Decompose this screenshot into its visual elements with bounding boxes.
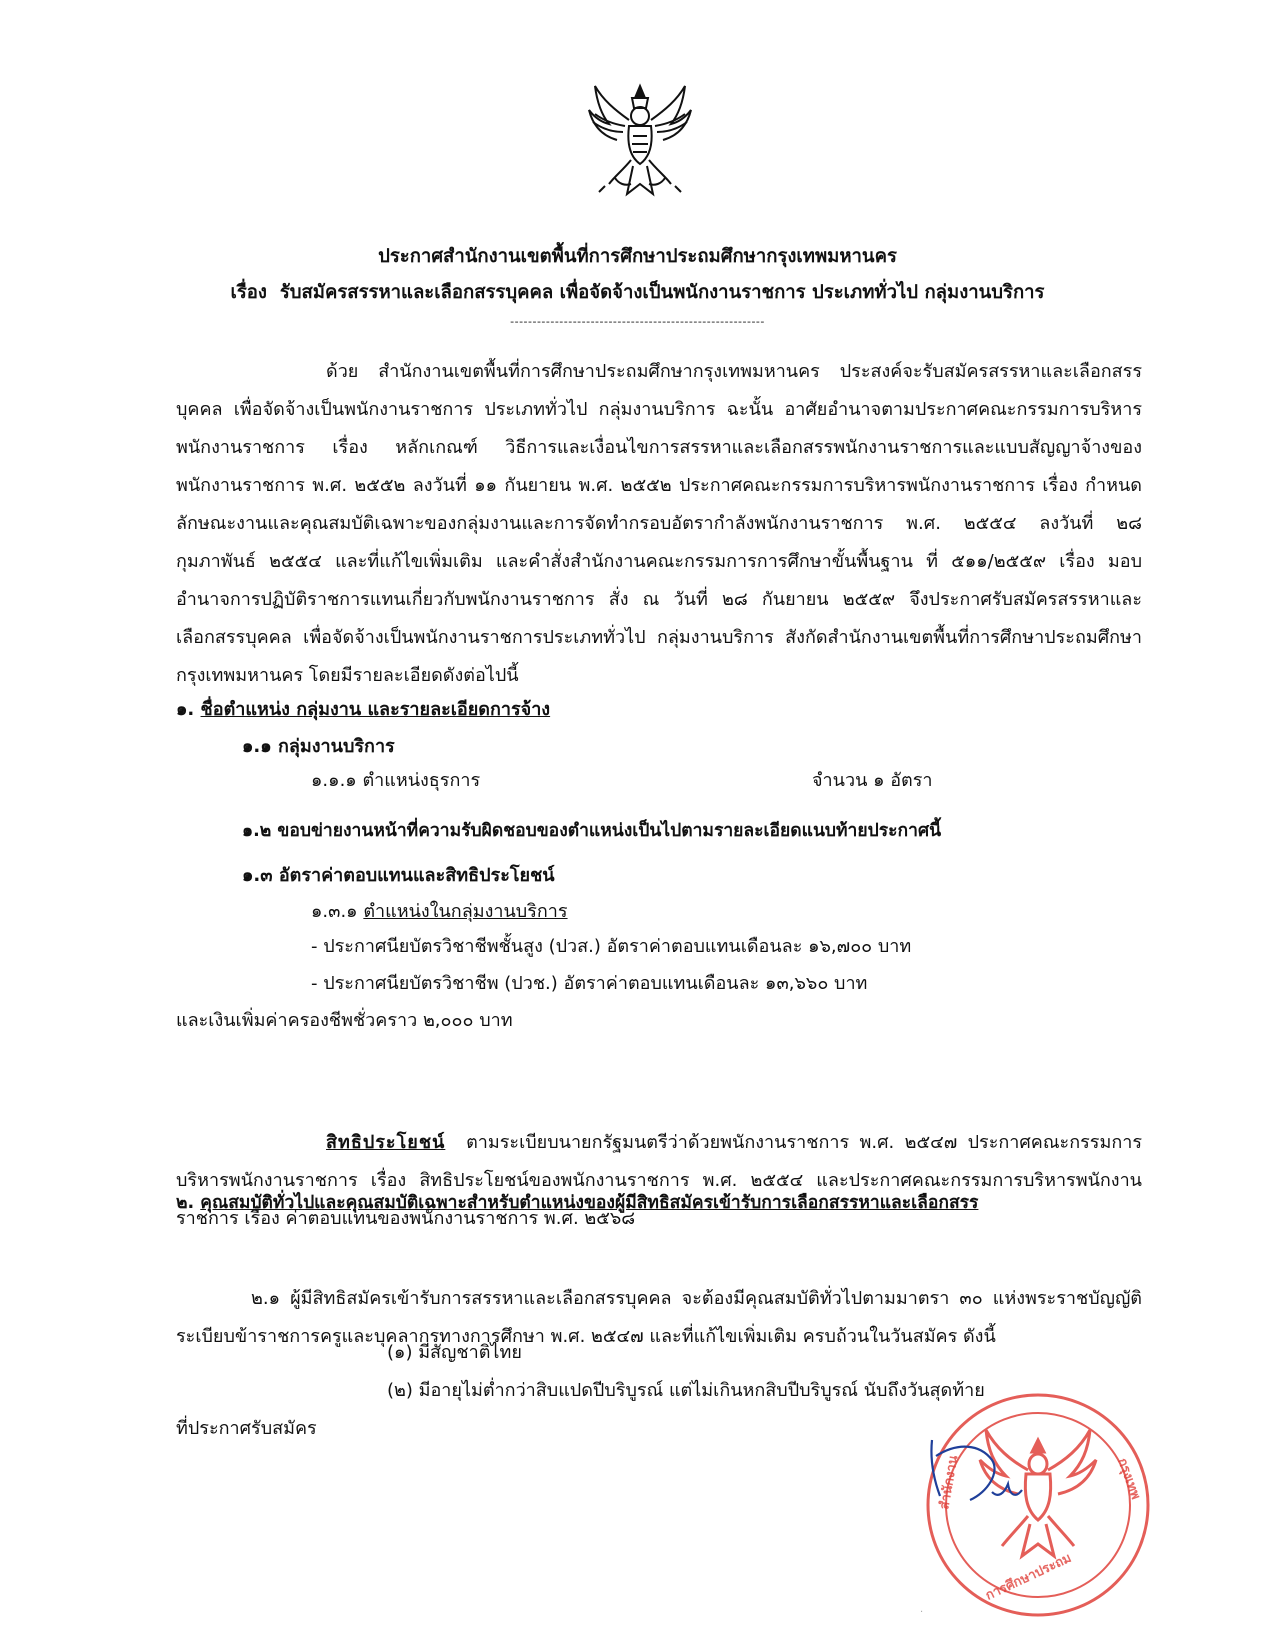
intro-paragraph: ด้วย สำนักงานเขตพื้นที่การศึกษาประถมศึกษากรุงเทพมหานคร ประสงค์จะรับสมัครสรรหาและเลือกสรรบุคคล เพื่อจัดจ้างเป็นพนักงานราชการ ประเภททั่วไป กลุ่มงานบริการ ฉะนั้น อาศัยอำนาจตามประกาศคณะกรรมการบริหารพนักงานราชการ เรื่อง หลักเกณฑ์ วิธีการและเงื่อนไขการสรรหาและเลือกสรรพนักงานราชการและแบบสัญญาจ้างของพนักงานราชการ พ.ศ. ๒๕๕๒ ลงวันที่ ๑๑ กันยายน พ.ศ. ๒๕๕๒ ประกาศคณะกรรมการบริหารพนักงานราชการ เรื่อง กำหนดลักษณะงานและคุณสมบัติเฉพาะของกลุ่มงานและการจัดทำกรอบอัตรากำลังพนักงานราชการ พ.ศ. ๒๕๕๔ ลงวันที่ ๒๘ กุมภาพันธ์ ๒๕๕๔ และที่แก้ไขเพิ่มเติม และคำสั่งสำนักงานคณะกรรมการการศึกษาขั้นพื้นฐาน ที่ ๕๑๑/๒๕๕๙ เรื่อง มอบอำนาจการปฏิบัติราชการแทนเกี่ยวกับพนักงานราชการ สั่ง ณ วันที่ ๒๘ กันยายน ๒๕๕๙ จึงประกาศรับสมัครสรรหาและเลือกสรรบุคคล เพื่อจัดจ้างเป็นพนักงานราชการประเภททั่วไป กลุ่มงานบริการ สังกัดสำนักงานเขตพื้นที่การศึกษาประถมศึกษากรุงเทพมหานคร โดยมีรายละเอียดดังต่อไปนี้ bbox=[176, 361, 1142, 686]
section1-3-1 bbox=[311, 899, 568, 925]
section2-heading bbox=[176, 1190, 978, 1216]
section2-number: ๒. bbox=[176, 1193, 195, 1213]
section1-number: ๑. bbox=[176, 699, 195, 720]
qualification-2: (๒) มีอายุไม่ต่ำกว่าสิบแปดปีบริบูรณ์ แต่ไม่เกินหกสิบปีบริบูรณ์ นับถึงวันสุดท้าย bbox=[387, 1380, 985, 1401]
section2-1-paragraph: ๒.๑ ผู้มีสิทธิสมัครเข้ารับการสรรหาและเลือกสรรบุคคล จะต้องมีคุณสมบัติทั่วไปตามมาตรา ๓๐ แห่งพระราชบัญญัติระเบียบข้าราชการครูและบุคลากรทางการศึกษา พ.ศ. ๒๕๔๗ และที่แก้ไขเพิ่มเติม ครบถ้วนในวันสมัคร ดังนี้ bbox=[176, 1288, 1142, 1347]
announcement-title: ประกาศสำนักงานเขตพื้นที่การศึกษาประถมศึกษากรุงเทพมหานคร bbox=[378, 246, 897, 267]
living-allowance: และเงินเพิ่มค่าครองชีพชั่วคราว ๒,๐๐๐ บาท bbox=[176, 1010, 513, 1031]
section1-heading bbox=[176, 697, 550, 723]
svg-text:กรุงเทพ: กรุงเทพ bbox=[1114, 1456, 1143, 1502]
rate-diploma-high: - ประกาศนียบัตรวิชาชีพชั้นสูง (ปวส.) อัตราค่าตอบแทนเดือนละ ๑๖,๗๐๐ บาท bbox=[311, 936, 912, 957]
qualification-2-continued: ที่ประกาศรับสมัคร bbox=[176, 1418, 317, 1439]
section1-3: ๑.๓ อัตราค่าตอบแทนและสิทธิประโยชน์ bbox=[242, 865, 555, 886]
subject-text: รับสมัครสรรหาและเลือกสรรบุคคล เพื่อจัดจ้างเป็นพนักงานราชการ ประเภททั่วไป กลุ่มงานบริการ bbox=[279, 282, 1045, 303]
svg-text:การศึกษาประถม: การศึกษาประถม bbox=[983, 1550, 1074, 1604]
section1-2: ๑.๒ ขอบข่ายงานหน้าที่ความรับผิดชอบของตำแหน่งเป็นไปตามรายละเอียดแนบท้ายประกาศนี้ bbox=[242, 821, 942, 841]
subject-label: เรื่อง bbox=[230, 282, 267, 303]
title-divider: --------------------------------------------------------- bbox=[510, 315, 765, 328]
section1-title: ชื่อตำแหน่ง กลุ่มงาน และรายละเอียดการจ้าง bbox=[200, 699, 551, 720]
section1-1-1: ๑.๑.๑ ตำแหน่งธุรการ bbox=[311, 770, 481, 791]
announcement-subject bbox=[0, 280, 1275, 306]
benefits-text: ตามระเบียบนายกรัฐมนตรีว่าด้วยพนักงานราชการ พ.ศ. ๒๕๔๗ ประกาศคณะกรรมการบริหารพนักงานราชการ เรื่อง สิทธิประโยชน์ของพนักงานราชการ พ.ศ. ๒๕๕๔ และประกาศคณะกรรมการบริหารพนักงานราชการ เรื่อง ค่าตอบแทนของพนักงานราชการ พ.ศ. ๒๕๖๘ bbox=[176, 1132, 1142, 1229]
section1-3-1-title: ตำแหน่งในกลุ่มงานบริการ bbox=[363, 901, 568, 922]
svg-text:สำนักงาน: สำนักงาน bbox=[937, 1454, 962, 1511]
section2-title: คุณสมบัติทั่วไปและคุณสมบัติเฉพาะสำหรับตำแหน่งของผู้มีสิทธิสมัครเข้ารับการเลือกสรรหาและเลือกสรร bbox=[200, 1193, 979, 1213]
section1-1: ๑.๑ กลุ่มงานบริการ bbox=[242, 736, 395, 757]
section1-1-1-count: จำนวน ๑ อัตรา bbox=[812, 770, 933, 791]
garuda-seal-stamp bbox=[918, 1390, 1158, 1620]
garuda-emblem-icon bbox=[585, 80, 695, 205]
section1-3-1-number: ๑.๓.๑ bbox=[311, 901, 358, 922]
scan-speck: · bbox=[920, 1607, 924, 1618]
qualification-1: (๑) มีสัญชาติไทย bbox=[387, 1342, 522, 1363]
benefits-paragraph bbox=[176, 1124, 1142, 1238]
benefits-label: สิทธิประโยชน์ bbox=[326, 1132, 446, 1153]
rate-diploma: - ประกาศนียบัตรวิชาชีพ (ปวช.) อัตราค่าตอบแทนเดือนละ ๑๓,๖๖๐ บาท bbox=[311, 973, 868, 994]
